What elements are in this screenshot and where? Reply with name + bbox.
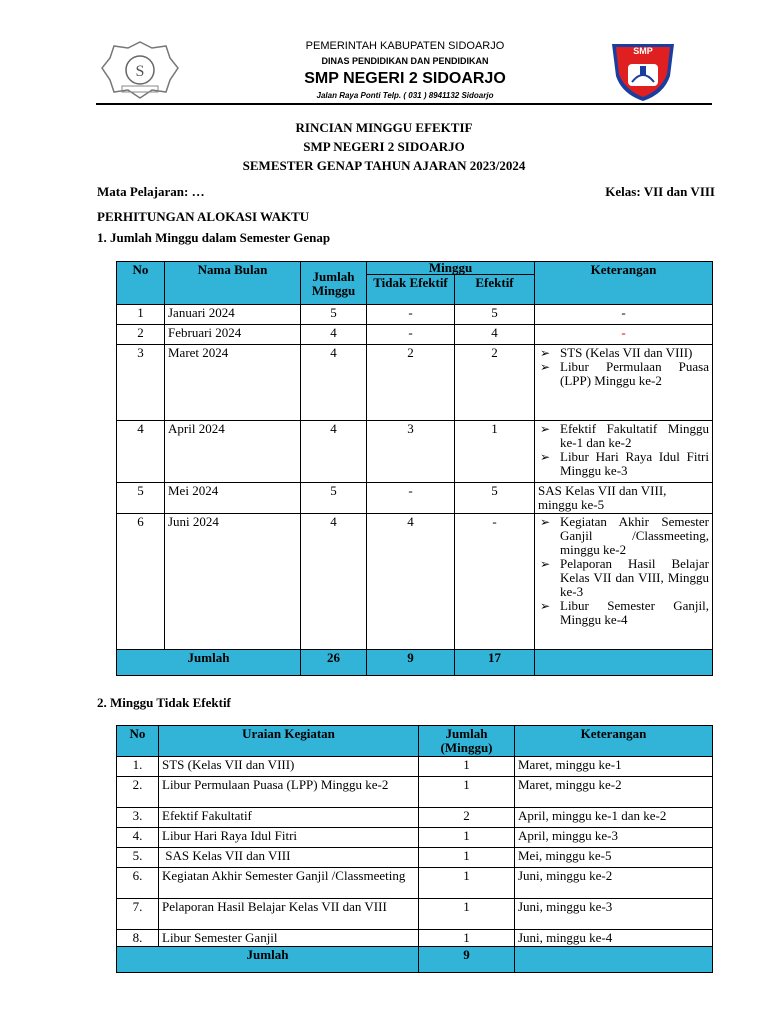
kop-line2: DINAS PENDIDIKAN DAN PENDIDIKAN	[321, 56, 489, 66]
table-row	[117, 757, 713, 777]
cell-jumlah: 1	[419, 848, 515, 868]
cell-bulan: Mei 2024	[165, 483, 301, 514]
school-address: Jalan Raya Ponti Telp. ( 031 ) 8941132 Sidoarjo	[316, 91, 494, 100]
total-keterangan	[515, 947, 713, 973]
cell-no: 6	[117, 514, 165, 650]
cell-keterangan: Maret, minggu ke-1	[515, 757, 713, 777]
cell-keterangan: Juni, minggu ke-2	[515, 868, 713, 899]
table-minggu-efektif	[116, 261, 713, 676]
col-nama-bulan: Nama Bulan	[165, 262, 301, 305]
table-row	[117, 305, 713, 325]
cell-uraian: STS (Kelas VII dan VIII)	[159, 757, 419, 777]
cell-no: 4.	[117, 828, 159, 848]
cell-keterangan: Juni, minggu ke-3	[515, 899, 713, 930]
cell-bulan: April 2024	[165, 421, 301, 483]
total-row	[117, 947, 713, 973]
section-heading: PERHITUNGAN ALOKASI WAKTU	[97, 209, 310, 224]
table-row	[117, 930, 713, 947]
col-jumlah: Jumlah (Minggu)	[419, 726, 515, 757]
letterhead-divider	[96, 103, 712, 105]
cell-tidak-efektif: 2	[367, 345, 455, 421]
keterangan-item: ➢ Pelaporan Hasil Belajar Kelas VII dan VIII, Minggu ke-3	[538, 557, 709, 599]
cell-keterangan	[535, 421, 713, 483]
doc-title-2: SMP NEGERI 2 SIDOARJO	[303, 139, 465, 154]
doc-title-3: SEMESTER GENAP TAHUN AJARAN 2023/2024	[242, 158, 526, 173]
table-row	[117, 808, 713, 828]
keterangan-item: ➢ Efektif Fakultatif Minggu ke-1 dan ke-2	[538, 422, 709, 450]
col-efektif: Efektif	[455, 275, 535, 305]
cell-efektif: 1	[455, 421, 535, 483]
cell-jumlah: 1	[419, 828, 515, 848]
cell-uraian: Libur Semester Ganjil	[159, 930, 419, 947]
cell-tidak-efektif: -	[367, 325, 455, 345]
cell-bulan: Maret 2024	[165, 345, 301, 421]
smp-shield-logo	[606, 38, 680, 104]
table-row	[117, 483, 713, 514]
cell-no: 5.	[117, 848, 159, 868]
col-no: No	[117, 262, 165, 305]
cell-uraian: Kegiatan Akhir Semester Ganjil /Classmeeting	[159, 868, 419, 899]
table-row	[117, 828, 713, 848]
cell-no: 1	[117, 305, 165, 325]
total-label: Jumlah	[117, 947, 419, 973]
cell-bulan: Juni 2024	[165, 514, 301, 650]
cell-no: 8.	[117, 930, 159, 947]
keterangan-item: ➢ STS (Kelas VII dan VIII)	[538, 346, 709, 360]
cell-uraian: SAS Kelas VII dan VIII	[159, 848, 419, 868]
cell-tidak-efektif: -	[367, 483, 455, 514]
col-jumlah-minggu: Jumlah Minggu	[301, 262, 367, 305]
total-row	[117, 650, 713, 676]
cell-keterangan	[535, 514, 713, 650]
total-jumlah: 9	[419, 947, 515, 973]
cell-tidak-efektif: -	[367, 305, 455, 325]
table-row	[117, 777, 713, 808]
col-uraian: Uraian Kegiatan	[159, 726, 419, 757]
col-no: No	[117, 726, 159, 757]
cell-jumlah: 1	[419, 777, 515, 808]
total-keterangan	[535, 650, 713, 676]
cell-tidak-efektif: 4	[367, 514, 455, 650]
cell-uraian: Pelaporan Hasil Belajar Kelas VII dan VIII	[159, 899, 419, 930]
col-minggu: Minggu	[367, 262, 535, 275]
total-tidak-efektif: 9	[367, 650, 455, 676]
cell-jumlah: 4	[301, 514, 367, 650]
section-1-heading: 1. Jumlah Minggu dalam Semester Genap	[97, 230, 331, 245]
cell-no: 1.	[117, 757, 159, 777]
cell-keterangan: SAS Kelas VII dan VIII, minggu ke-5	[535, 483, 713, 514]
cell-jumlah: 1	[419, 899, 515, 930]
total-jumlah: 26	[301, 650, 367, 676]
cell-jumlah: 5	[301, 483, 367, 514]
mata-pelajaran: Mata Pelajaran: …	[97, 184, 205, 199]
col-tidak-efektif: Tidak Efektif	[367, 275, 455, 305]
school-name: SMP NEGERI 2 SIDOARJO	[304, 70, 506, 87]
cell-bulan: Januari 2024	[165, 305, 301, 325]
cell-jumlah: 1	[419, 868, 515, 899]
total-label: Jumlah	[117, 650, 301, 676]
keterangan-item: ➢ Kegiatan Akhir Semester Ganjil /Classmeeting, minggu ke-2	[538, 515, 709, 557]
doc-title-1: RINCIAN MINGGU EFEKTIF	[295, 120, 473, 135]
cell-uraian: Efektif Fakultatif	[159, 808, 419, 828]
svg-text:S: S	[135, 63, 145, 80]
table-row	[117, 345, 713, 421]
cell-keterangan: April, minggu ke-3	[515, 828, 713, 848]
cell-keterangan: -	[535, 305, 713, 325]
cell-bulan: Februari 2024	[165, 325, 301, 345]
cell-efektif: 2	[455, 345, 535, 421]
keterangan-item: ➢ Libur Hari Raya Idul Fitri Minggu ke-3	[538, 450, 709, 478]
cell-efektif: 4	[455, 325, 535, 345]
cell-no: 3	[117, 345, 165, 421]
cell-jumlah: 5	[301, 305, 367, 325]
table-row	[117, 421, 713, 483]
cell-no: 4	[117, 421, 165, 483]
cell-no: 5	[117, 483, 165, 514]
cell-efektif: 5	[455, 483, 535, 514]
cell-jumlah: 4	[301, 325, 367, 345]
kelas: Kelas: VII dan VIII	[605, 184, 715, 199]
cell-efektif: -	[455, 514, 535, 650]
cell-uraian: Libur Permulaan Puasa (LPP) Minggu ke-2	[159, 777, 419, 808]
table-row	[117, 899, 713, 930]
cell-no: 7.	[117, 899, 159, 930]
table-minggu-tidak-efektif	[116, 725, 713, 973]
cell-no: 6.	[117, 868, 159, 899]
cell-keterangan: April, minggu ke-1 dan ke-2	[515, 808, 713, 828]
cell-keterangan: -	[535, 325, 713, 345]
smp-badge-text: SMP	[633, 46, 653, 56]
kop-line1: PEMERINTAH KABUPATEN SIDOARJO	[305, 40, 505, 52]
cell-jumlah: 2	[419, 808, 515, 828]
total-efektif: 17	[455, 650, 535, 676]
table-row	[117, 325, 713, 345]
table-row	[117, 848, 713, 868]
keterangan-item: ➢ Libur Semester Ganjil, Minggu ke-4	[538, 599, 709, 627]
cell-jumlah: 4	[301, 345, 367, 421]
cell-efektif: 5	[455, 305, 535, 325]
cell-jumlah: 1	[419, 930, 515, 947]
section-2-heading: 2. Minggu Tidak Efektif	[97, 695, 231, 710]
col-keterangan: Keterangan	[535, 262, 713, 305]
cell-uraian: Libur Hari Raya Idul Fitri	[159, 828, 419, 848]
cell-tidak-efektif: 3	[367, 421, 455, 483]
cell-keterangan	[535, 345, 713, 421]
cell-no: 2.	[117, 777, 159, 808]
col-keterangan: Keterangan	[515, 726, 713, 757]
cell-keterangan: Mei, minggu ke-5	[515, 848, 713, 868]
table-row	[117, 514, 713, 650]
cell-jumlah: 1	[419, 757, 515, 777]
cell-keterangan: Maret, minggu ke-2	[515, 777, 713, 808]
cell-keterangan: Juni, minggu ke-4	[515, 930, 713, 947]
keterangan-item: ➢ Libur Permulaan Puasa (LPP) Minggu ke-2	[538, 360, 709, 388]
government-seal-logo	[100, 40, 180, 100]
table-row	[117, 868, 713, 899]
cell-no: 3.	[117, 808, 159, 828]
cell-no: 2	[117, 325, 165, 345]
cell-jumlah: 4	[301, 421, 367, 483]
